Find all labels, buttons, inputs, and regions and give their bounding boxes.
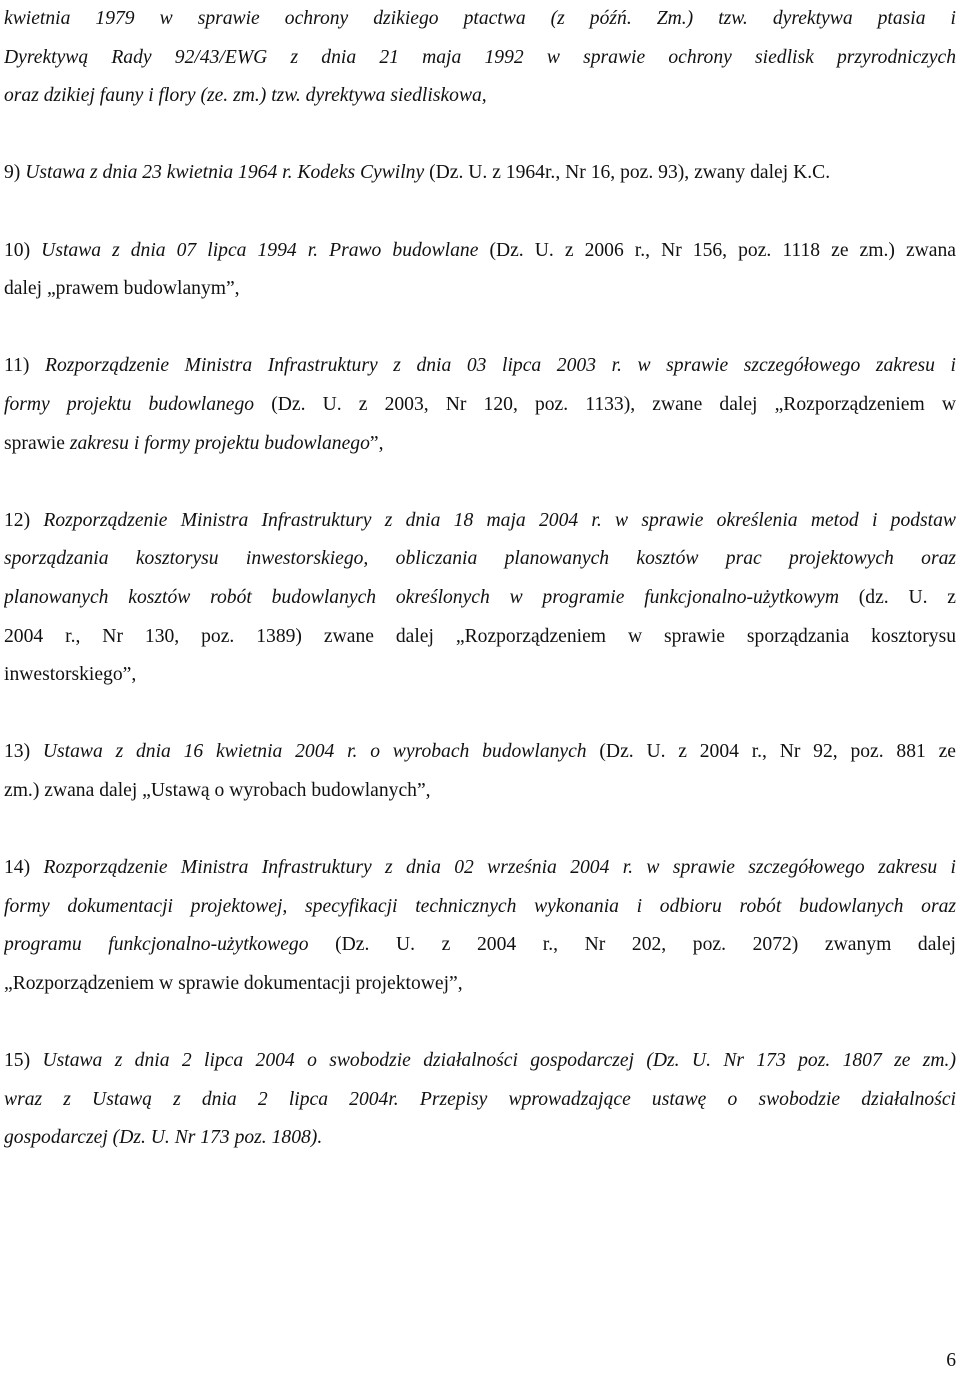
paragraph-gap xyxy=(4,810,956,849)
act-title: wraz z Ustawą z dnia 2 lipca 2004r. Przepisy wprowadzające ustawę o swobodzie działalności xyxy=(4,1088,956,1110)
citation: (Dz. U. z 2003, Nr 120, poz. 1133), zwane dalej „Rozporządzeniem w xyxy=(271,393,956,415)
act-title: Ustawa z dnia 07 lipca 1994 r. Prawo budowlane xyxy=(41,239,490,261)
text-line xyxy=(4,425,956,464)
text-line xyxy=(4,926,956,965)
list-item-13 xyxy=(4,733,956,810)
paragraph-gap xyxy=(4,116,956,155)
document-page xyxy=(4,0,956,1158)
text-line xyxy=(4,733,956,772)
act-title: gospodarczej (Dz. U. Nr 173 poz. 1808). xyxy=(4,1127,323,1149)
act-title: Ustawa z dnia 23 kwietnia 1964 r. Kodeks Cywilny xyxy=(25,162,430,184)
text-line xyxy=(4,154,956,193)
text-segment: dalej „prawem budowlanym”, xyxy=(4,278,240,300)
act-title: formy projektu budowlanego xyxy=(4,393,272,415)
paragraph-gap xyxy=(4,193,956,232)
list-item-9 xyxy=(4,154,956,193)
text-line xyxy=(4,579,956,618)
citation: 2004 r., Nr 130, poz. 1389) zwane dalej „Rozporządzeniem w sprawie sporządzania kosztorysu xyxy=(4,625,956,647)
act-title: Ustawa z dnia 16 kwietnia 2004 r. o wyrobach budowlanych xyxy=(42,741,600,763)
act-title: sporządzania kosztorysu inwestorskiego, obliczania planowanych kosztów prac projektowych oraz xyxy=(4,548,956,570)
citation: (Dz. U. z 2004 r., Nr 92, poz. 881 ze xyxy=(599,741,956,763)
act-title: Rozporządzenie Ministra Infrastruktury z dnia 02 września 2004 r. w sprawie szczegółowego zakresu i xyxy=(43,857,956,879)
text-line xyxy=(4,270,956,309)
text-line xyxy=(4,1042,956,1081)
list-item-10 xyxy=(4,232,956,309)
paragraph-gap xyxy=(4,309,956,348)
text-line xyxy=(4,347,956,386)
text-segment: kwietnia 1979 w sprawie ochrony dzikiego ptactwa (z późń. Zm.) tzw. dyrektywa ptasia i xyxy=(4,8,956,29)
text-line xyxy=(4,540,956,579)
act-title: Rozporządzenie Ministra Infrastruktury z dnia 18 maja 2004 r. w sprawie określenia metod i podstaw xyxy=(43,509,956,531)
list-item-15 xyxy=(4,1042,956,1158)
list-item-12 xyxy=(4,502,956,695)
act-title: programu funkcjonalno-użytkowego xyxy=(4,934,336,956)
item-number: 12) xyxy=(4,509,44,531)
item-number: 11) xyxy=(4,355,45,377)
text-line xyxy=(4,386,956,425)
text-line xyxy=(4,965,956,1004)
text-segment: inwestorskiego”, xyxy=(4,664,137,686)
text-segment: zakresu i formy projektu budowlanego xyxy=(69,432,370,454)
text-line xyxy=(4,232,956,271)
item-number: 9) xyxy=(4,162,26,184)
citation: (dz. U. z xyxy=(858,586,956,608)
text-line xyxy=(4,502,956,541)
list-item-14 xyxy=(4,849,956,1003)
text-line xyxy=(4,656,956,695)
text-segment: „Rozporządzeniem w sprawie dokumentacji projektowej”, xyxy=(4,972,463,994)
text-line xyxy=(4,77,956,116)
text-line xyxy=(4,618,956,657)
paragraph-gap xyxy=(4,695,956,734)
page-number: 6 xyxy=(946,1350,956,1371)
citation: (Dz. U. z 1964r., Nr 16, poz. 93), zwany dalej K.C. xyxy=(429,162,831,184)
text-segment: oraz dzikiej fauny i flory (ze. zm.) tzw. dyrektywa siedliskowa, xyxy=(4,85,487,107)
text-line xyxy=(4,0,956,39)
text-segment: Dyrektywą Rady 92/43/EWG z dnia 21 maja 1992 w sprawie ochrony siedlisk przyrodniczych xyxy=(4,46,956,68)
list-item-8-continuation xyxy=(4,0,956,116)
list-item-11 xyxy=(4,347,956,463)
citation: (Dz. U. z 2004 r., Nr 202, poz. 2072) zwanym dalej xyxy=(335,934,956,956)
text-line xyxy=(4,888,956,927)
text-line xyxy=(4,772,956,811)
act-title: Ustawa z dnia 2 lipca 2004 o swobodzie działalności gospodarczej (Dz. U. Nr 173 poz. 1807 ze zm.) xyxy=(42,1050,956,1072)
item-number: 15) xyxy=(4,1050,43,1072)
citation: (Dz. U. z 2006 r., Nr 156, poz. 1118 ze zm.) zwana xyxy=(489,239,956,261)
text-line xyxy=(4,39,956,78)
paragraph-gap xyxy=(4,1003,956,1042)
act-title: planowanych kosztów robót budowlanych określonych w programie funkcjonalno-użytkowym xyxy=(4,586,859,608)
text-segment: ”, xyxy=(369,432,384,454)
act-title: formy dokumentacji projektowej, specyfikacji technicznych wykonania i odbioru robót budowlanych oraz xyxy=(4,895,956,917)
text-line xyxy=(4,1119,956,1158)
item-number: 13) xyxy=(4,741,43,763)
paragraph-gap xyxy=(4,463,956,502)
item-number: 10) xyxy=(4,239,42,261)
item-number: 14) xyxy=(4,857,44,879)
text-segment: sprawie xyxy=(4,432,70,454)
text-line xyxy=(4,849,956,888)
text-segment: zm.) zwana dalej „Ustawą o wyrobach budowlanych”, xyxy=(4,779,431,801)
act-title: Rozporządzenie Ministra Infrastruktury z dnia 03 lipca 2003 r. w sprawie szczegółowego zakresu i xyxy=(44,355,956,377)
text-line xyxy=(4,1081,956,1120)
